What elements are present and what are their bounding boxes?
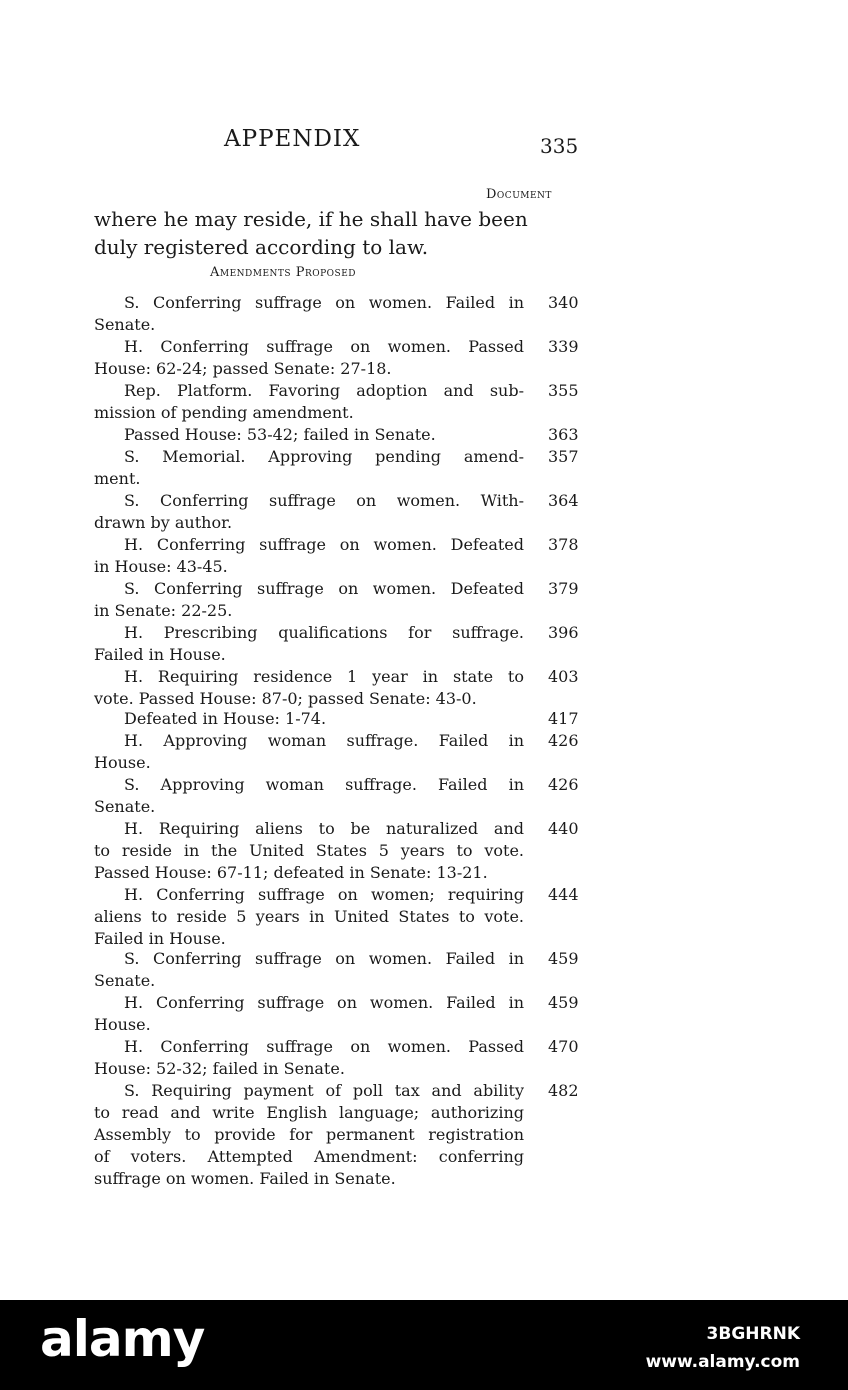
document-number: 459 — [548, 949, 579, 968]
entry-text: vote. Passed House: 87-0; passed Senate: 43-0. — [94, 689, 477, 708]
entry-line — [94, 818, 584, 840]
document-number: 470 — [548, 1037, 579, 1056]
entry-line — [94, 884, 584, 906]
amendment-entry — [94, 818, 584, 884]
amendment-entry — [94, 380, 584, 424]
entry-line — [94, 556, 584, 578]
entry-line — [94, 644, 584, 666]
entry-line — [94, 1124, 584, 1146]
document-column-label: Document — [486, 187, 552, 202]
amendment-entry — [94, 666, 584, 710]
image-id: 3BGHRNK — [706, 1324, 800, 1344]
entry-text: in House: 43-45. — [94, 557, 228, 576]
amendment-entry — [94, 948, 584, 992]
document-number: 379 — [548, 579, 579, 598]
entry-line — [94, 1058, 584, 1080]
entry-text: Failed in House. — [94, 645, 226, 664]
entry-line — [94, 314, 584, 336]
amendment-entry — [94, 730, 584, 774]
document-number: 340 — [548, 293, 579, 312]
entry-text: S. Conferring suffrage on women. Failed in — [124, 293, 524, 312]
amendment-entry — [94, 1036, 584, 1080]
document-number: 417 — [548, 709, 579, 728]
entry-text: S. Conferring suffrage on women. Defeated — [124, 579, 524, 598]
entry-line — [94, 380, 584, 402]
entry-text: House. — [94, 753, 151, 772]
amendment-entry — [94, 446, 584, 490]
entry-line — [94, 796, 584, 818]
page-number: 335 — [540, 134, 579, 158]
entry-text: aliens to reside 5 years in United States to vote. — [94, 907, 524, 926]
entry-line — [94, 578, 584, 600]
document-number: 364 — [548, 491, 579, 510]
entry-line — [94, 622, 584, 644]
entry-line — [94, 862, 584, 884]
entry-text: Failed in House. — [94, 929, 226, 948]
entry-line — [94, 446, 584, 468]
alamy-logo: alamy — [40, 1310, 205, 1368]
entry-line — [94, 402, 584, 424]
entry-text: Assembly to provide for permanent registration — [94, 1125, 524, 1144]
document-number: 440 — [548, 819, 579, 838]
amendment-entry — [94, 708, 584, 730]
amendment-entry — [94, 578, 584, 622]
document-number: 444 — [548, 885, 579, 904]
entry-line — [94, 906, 584, 928]
entry-line — [94, 512, 584, 534]
amendment-entry — [94, 336, 584, 380]
entry-text: H. Prescribing qualifications for suffrage. — [124, 623, 524, 642]
continuation-line: duly registered according to law. — [94, 235, 429, 259]
entry-text: S. Requiring payment of poll tax and ability — [124, 1081, 524, 1100]
entry-line — [94, 468, 584, 490]
continuation-line: where he may reside, if he shall have been — [94, 207, 528, 231]
entry-text: drawn by author. — [94, 513, 233, 532]
amendment-entry — [94, 534, 584, 578]
entry-text: Defeated in House: 1-74. — [124, 709, 327, 728]
document-number: 363 — [548, 425, 579, 444]
entry-line — [94, 774, 584, 796]
entry-text: Senate. — [94, 971, 156, 990]
document-number: 339 — [548, 337, 579, 356]
entry-text: mission of pending amendment. — [94, 403, 354, 422]
entry-line — [94, 970, 584, 992]
document-number: 426 — [548, 731, 579, 750]
entry-line — [94, 1102, 584, 1124]
amendment-entry — [94, 884, 584, 950]
amendment-entry — [94, 622, 584, 666]
entry-text: S. Approving woman suffrage. Failed in — [124, 775, 524, 794]
entry-text: H. Approving woman suffrage. Failed in — [124, 731, 524, 750]
entry-line — [94, 534, 584, 556]
entry-text: Passed House: 67-11; defeated in Senate: 13-21. — [94, 863, 488, 882]
amendment-entry — [94, 1080, 584, 1190]
entry-text: of voters. Attempted Amendment: conferring — [94, 1147, 524, 1166]
entry-text: H. Conferring suffrage on women. Defeated — [124, 535, 524, 554]
entry-text: H. Conferring suffrage on women. Passed — [124, 1037, 524, 1056]
entry-text: suffrage on women. Failed in Senate. — [94, 1169, 396, 1188]
running-header-title: APPENDIX — [224, 126, 361, 152]
document-number: 482 — [548, 1081, 579, 1100]
entry-line — [94, 688, 584, 710]
entry-text: H. Conferring suffrage on women. Failed in — [124, 993, 524, 1012]
entry-text: Senate. — [94, 315, 156, 334]
entry-line — [94, 600, 584, 622]
entry-line — [94, 928, 584, 950]
entry-text: Rep. Platform. Favoring adoption and sub- — [124, 381, 524, 400]
document-number: 355 — [548, 381, 579, 400]
document-number: 396 — [548, 623, 579, 642]
document-number: 403 — [548, 667, 579, 686]
entry-text: to reside in the United States 5 years to vote. — [94, 841, 524, 860]
entry-line — [94, 358, 584, 380]
entry-line — [94, 1168, 584, 1190]
entry-text: S. Conferring suffrage on women. With- — [124, 491, 524, 510]
entry-text: H. Requiring residence 1 year in state to — [124, 667, 524, 686]
amendment-entry — [94, 424, 584, 446]
document-number: 357 — [548, 447, 579, 466]
entry-line — [94, 1036, 584, 1058]
entry-text: House: 62-24; passed Senate: 27-18. — [94, 359, 392, 378]
entry-line — [94, 490, 584, 512]
entry-text: to read and write English language; authorizing — [94, 1103, 524, 1122]
amendment-entry — [94, 292, 584, 336]
continuation-paragraph — [94, 205, 534, 261]
document-number: 459 — [548, 993, 579, 1012]
entry-line — [94, 840, 584, 862]
entry-text: House: 52-32; failed in Senate. — [94, 1059, 345, 1078]
entry-text: House. — [94, 1015, 151, 1034]
entry-text: Passed House: 53-42; failed in Senate. — [124, 425, 436, 444]
section-heading: Amendments Proposed — [210, 265, 357, 280]
site-url: www.alamy.com — [645, 1352, 800, 1372]
entry-line — [94, 948, 584, 970]
entry-line — [94, 424, 584, 446]
entry-line — [94, 666, 584, 688]
entry-line — [94, 992, 584, 1014]
amendment-entry — [94, 992, 584, 1036]
entry-text: H. Conferring suffrage on women; requiring — [124, 885, 524, 904]
entry-line — [94, 1080, 584, 1102]
entry-text: H. Requiring aliens to be naturalized and — [124, 819, 524, 838]
entry-line — [94, 292, 584, 314]
entry-line — [94, 1146, 584, 1168]
entry-line — [94, 1014, 584, 1036]
amendment-entry — [94, 774, 584, 818]
entry-text: Senate. — [94, 797, 156, 816]
entry-line — [94, 708, 584, 730]
entry-line — [94, 730, 584, 752]
entry-text: S. Conferring suffrage on women. Failed in — [124, 949, 524, 968]
document-number: 378 — [548, 535, 579, 554]
entry-line — [94, 752, 584, 774]
entry-text: S. Memorial. Approving pending amend- — [124, 447, 524, 466]
entry-line — [94, 336, 584, 358]
entry-text: ment. — [94, 469, 141, 488]
entry-text: in Senate: 22-25. — [94, 601, 233, 620]
entry-text: H. Conferring suffrage on women. Passed — [124, 337, 524, 356]
amendment-entry — [94, 490, 584, 534]
document-number: 426 — [548, 775, 579, 794]
